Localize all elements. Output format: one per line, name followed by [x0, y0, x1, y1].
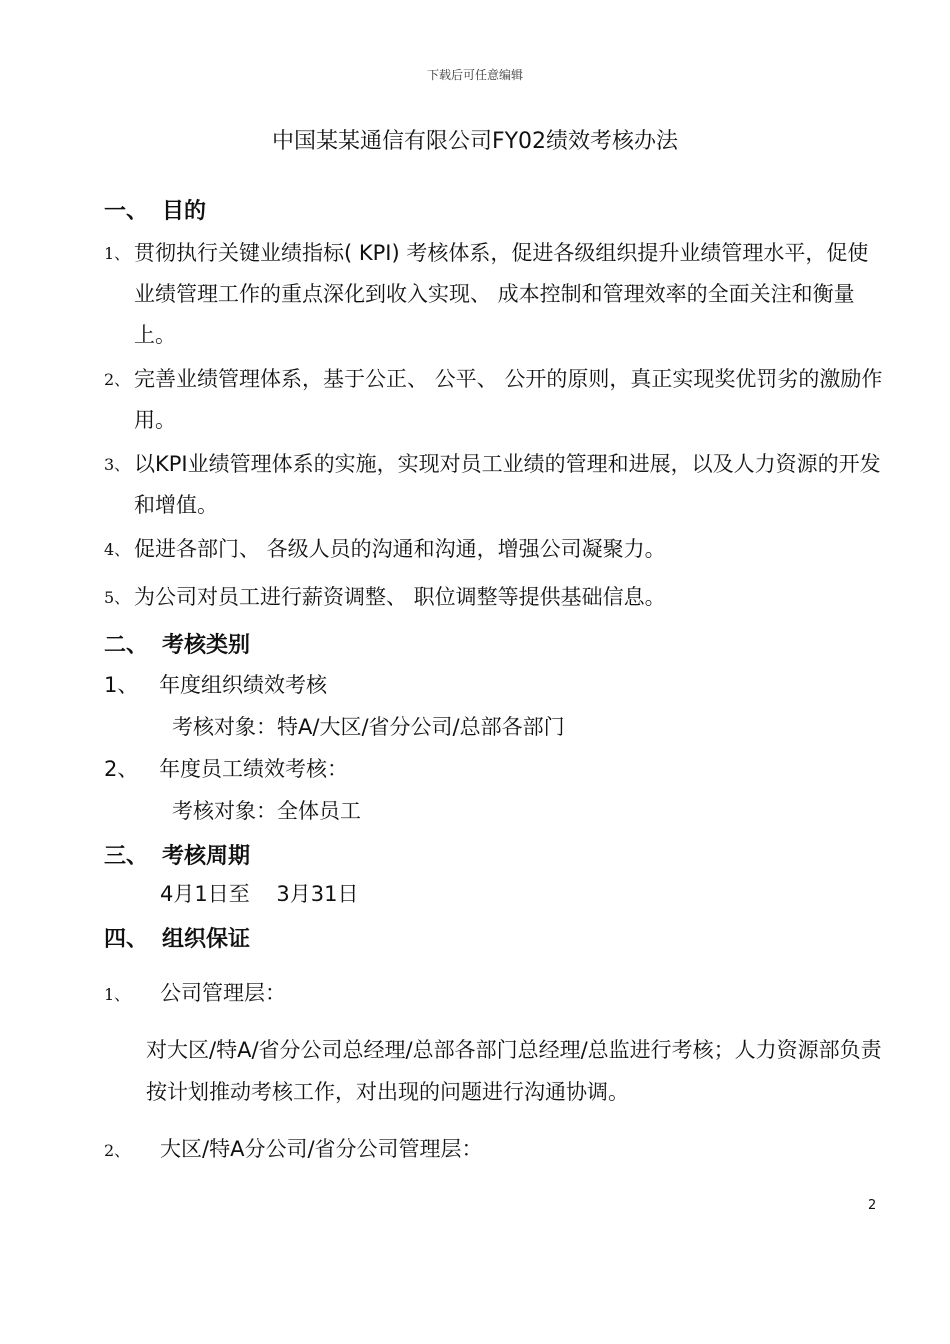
section-number: 四、 — [104, 927, 149, 952]
page-number: 2 — [868, 1198, 877, 1213]
list-item — [104, 529, 884, 570]
category-object: 考核对象：特A/大区/省分公司/总部各部门 — [172, 715, 565, 739]
category-item — [104, 664, 327, 706]
list-item — [104, 577, 884, 618]
item-number: 1、 — [104, 985, 131, 1004]
section-number: 二、 — [104, 633, 149, 658]
category-label: 年度组织绩效考核 — [159, 673, 328, 697]
item-number: 4、 — [104, 540, 131, 559]
section-heading-period — [104, 839, 404, 869]
section-heading-organization — [104, 922, 404, 952]
item-number: 1、 — [104, 673, 139, 697]
category-object: 考核对象：全体员工 — [172, 799, 361, 823]
item-text: 为公司对员工进行薪资调整、 职位调整等提供基础信息。 — [134, 585, 666, 609]
item-text: 以KPI业绩管理体系的实施，实现对员工业绩的管理和进展，以及人力资源的开发和增值。 — [134, 452, 881, 517]
item-number: 3、 — [104, 455, 131, 474]
section-title: 考核类别 — [162, 633, 251, 658]
period-text: 4月1日至 3月31日 — [160, 882, 359, 906]
page-header: 下载后可任意编辑 — [426, 68, 523, 82]
list-item — [104, 444, 884, 526]
document-title: 中国某某通信有限公司FY02绩效考核办法 — [271, 129, 679, 154]
item-text: 贯彻执行关键业绩指标( KPI) 考核体系，促进各级组织提升业绩管理水平，促使业绩管理工作的重点深化到收入实现、 成本控制和管理效率的全面关注和衡量上。 — [134, 241, 869, 347]
org-description: 对大区/特A/省分公司总经理/总部各部门总经理/总监进行考核；人力资源部负责按计划推动考核工作，对出现的问题进行沟通协调。 — [146, 1038, 882, 1104]
section-heading-purpose — [104, 194, 404, 224]
section-title: 目的 — [162, 199, 207, 224]
section-title: 组织保证 — [162, 927, 251, 952]
org-label: 大区/特A分公司/省分公司管理层： — [160, 1137, 483, 1161]
section-heading-categories — [104, 628, 404, 658]
item-number: 5、 — [104, 588, 131, 607]
item-number: 1、 — [104, 244, 131, 263]
category-label: 年度员工绩效考核： — [159, 757, 349, 781]
list-item — [104, 233, 884, 356]
org-item — [104, 1128, 483, 1172]
item-text: 完善业绩管理体系，基于公正、 公平、 公开的原则，真正实现奖优罚劣的激励作用。 — [134, 367, 883, 432]
section-title: 考核周期 — [162, 844, 251, 869]
item-number: 2、 — [104, 1141, 131, 1160]
org-label: 公司管理层： — [160, 981, 286, 1005]
section-number: 一、 — [104, 199, 149, 224]
category-item — [104, 748, 348, 790]
item-number: 2、 — [104, 757, 139, 781]
item-text: 促进各部门、 各级人员的沟通和沟通，增强公司凝聚力。 — [134, 537, 666, 561]
item-number: 2、 — [104, 370, 131, 389]
section-number: 三、 — [104, 844, 149, 869]
list-item — [104, 359, 884, 441]
org-item — [104, 972, 286, 1016]
